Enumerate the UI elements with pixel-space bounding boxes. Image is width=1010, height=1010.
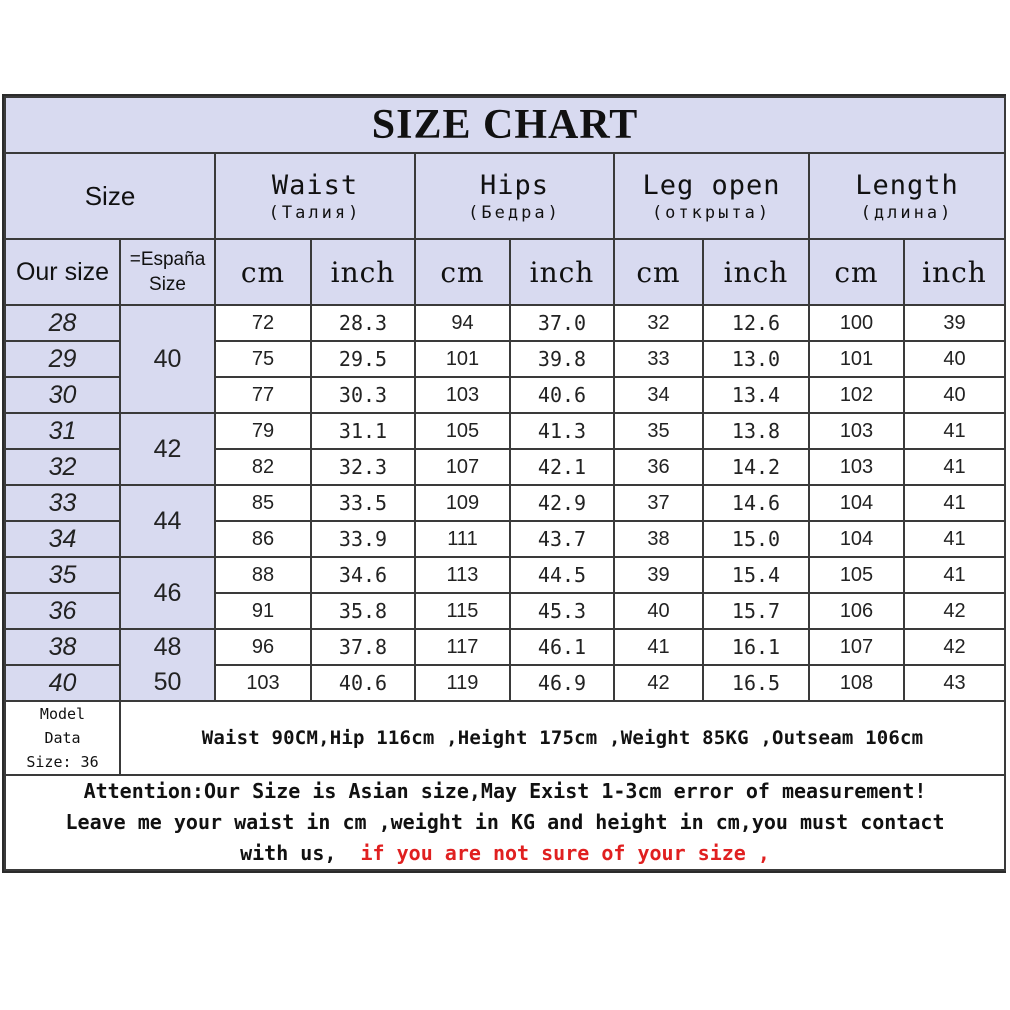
leg-inch-cell: 15.4 (703, 557, 809, 593)
length-cm-cell: 103 (809, 449, 904, 485)
waist-inch-cell: 29.5 (311, 341, 415, 377)
hips-cm-header (415, 239, 510, 305)
hips-cm-cell: 94 (415, 305, 510, 341)
waist-header (215, 153, 415, 239)
our-size-cell: 28 (5, 305, 120, 341)
our-size-cell: 34 (5, 521, 120, 557)
length-header-label: Length (855, 169, 959, 201)
size-header-label: Size (84, 180, 136, 211)
waist-header-label: Waist (271, 169, 359, 201)
hips-cm-cell: 105 (415, 413, 510, 449)
hips-inch-cell: 37.0 (510, 305, 614, 341)
unit-label: inch (330, 255, 396, 289)
length-inch-header (904, 239, 1005, 305)
leg-inch-cell: 16.5 (703, 665, 809, 701)
leg-cm-header (614, 239, 703, 305)
waist-inch-cell: 28.3 (311, 305, 415, 341)
leg-inch-cell: 13.4 (703, 377, 809, 413)
espana-size-cell: 46 (120, 557, 215, 629)
hips-inch-cell: 41.3 (510, 413, 614, 449)
hips-inch-cell: 43.7 (510, 521, 614, 557)
leg-cm-cell: 42 (614, 665, 703, 701)
espana-label-line-1: =España (129, 249, 206, 270)
unit-label: cm (240, 255, 286, 289)
model-data-label (5, 701, 120, 775)
model-label-line-2: Data (44, 729, 81, 747)
table-row (5, 557, 1005, 593)
hips-cm-cell: 117 (415, 629, 510, 665)
length-header (809, 153, 1005, 239)
attention-warning-text: if you are not sure of your size , (360, 841, 770, 865)
waist-inch-cell: 34.6 (311, 557, 415, 593)
waist-inch-cell: 37.8 (311, 629, 415, 665)
length-cm-cell: 108 (809, 665, 904, 701)
our-size-cell: 29 (5, 341, 120, 377)
leg-inch-cell: 13.8 (703, 413, 809, 449)
length-cm-cell: 106 (809, 593, 904, 629)
length-cm-cell: 103 (809, 413, 904, 449)
waist-cm-cell: 79 (215, 413, 311, 449)
espana-size-value: 50 (153, 668, 182, 696)
waist-inch-header (311, 239, 415, 305)
hips-inch-cell: 39.8 (510, 341, 614, 377)
waist-cm-cell: 103 (215, 665, 311, 701)
hips-inch-cell: 42.1 (510, 449, 614, 485)
table-row (5, 413, 1005, 449)
leg-inch-cell: 15.7 (703, 593, 809, 629)
espana-size-cell: 42 (120, 413, 215, 485)
hips-cm-cell: 119 (415, 665, 510, 701)
length-inch-cell: 40 (904, 377, 1005, 413)
leg-open-header-label: Leg open (642, 169, 781, 201)
length-cm-cell: 107 (809, 629, 904, 665)
espana-size-cell: 44 (120, 485, 215, 557)
chart-title: SIZE CHART (5, 97, 1005, 153)
hips-cm-cell: 107 (415, 449, 510, 485)
hips-cm-cell: 103 (415, 377, 510, 413)
leg-cm-cell: 39 (614, 557, 703, 593)
size-chart (2, 94, 1006, 873)
waist-cm-cell: 85 (215, 485, 311, 521)
espana-size-cell-split (120, 629, 215, 701)
hips-inch-cell: 46.1 (510, 629, 614, 665)
table-row (5, 629, 1005, 665)
model-label-line-3: Size: 36 (26, 753, 99, 771)
length-cm-cell: 100 (809, 305, 904, 341)
our-size-cell: 31 (5, 413, 120, 449)
waist-inch-cell: 32.3 (311, 449, 415, 485)
leg-cm-cell: 38 (614, 521, 703, 557)
waist-cm-cell: 91 (215, 593, 311, 629)
hips-inch-cell: 45.3 (510, 593, 614, 629)
table-row (5, 305, 1005, 341)
length-cm-cell: 104 (809, 485, 904, 521)
leg-inch-cell: 12.6 (703, 305, 809, 341)
hips-inch-cell: 40.6 (510, 377, 614, 413)
espana-size-cell: 40 (120, 305, 215, 413)
waist-cm-cell: 75 (215, 341, 311, 377)
leg-inch-cell: 14.6 (703, 485, 809, 521)
our-size-label: Our size (15, 257, 110, 286)
hips-cm-cell: 109 (415, 485, 510, 521)
attention-line-3-text: with us, (240, 841, 337, 865)
espana-size-value: 48 (153, 633, 182, 661)
leg-cm-cell: 41 (614, 629, 703, 665)
length-cm-header (809, 239, 904, 305)
waist-cm-cell: 96 (215, 629, 311, 665)
waist-cm-cell: 86 (215, 521, 311, 557)
waist-cm-cell: 88 (215, 557, 311, 593)
leg-inch-cell: 15.0 (703, 521, 809, 557)
length-cm-cell: 104 (809, 521, 904, 557)
length-cm-cell: 101 (809, 341, 904, 377)
our-size-cell: 33 (5, 485, 120, 521)
length-inch-cell: 42 (904, 593, 1005, 629)
leg-cm-cell: 34 (614, 377, 703, 413)
length-inch-cell: 41 (904, 449, 1005, 485)
unit-label: inch (723, 255, 789, 289)
hips-cm-cell: 113 (415, 557, 510, 593)
attention-line-3 (6, 838, 1004, 869)
leg-cm-cell: 37 (614, 485, 703, 521)
length-cm-cell: 105 (809, 557, 904, 593)
waist-inch-cell: 30.3 (311, 377, 415, 413)
leg-cm-cell: 36 (614, 449, 703, 485)
table-row (5, 485, 1005, 521)
leg-cm-cell: 33 (614, 341, 703, 377)
waist-inch-cell: 33.9 (311, 521, 415, 557)
hips-inch-header (510, 239, 614, 305)
length-inch-cell: 41 (904, 413, 1005, 449)
our-size-cell: 30 (5, 377, 120, 413)
unit-label: inch (922, 255, 987, 289)
waist-cm-cell: 77 (215, 377, 311, 413)
espana-size-header (120, 239, 215, 305)
unit-label: cm (636, 255, 681, 289)
attention-note (5, 775, 1005, 870)
leg-open-header-sub: (открыта) (651, 202, 772, 223)
hips-cm-cell: 101 (415, 341, 510, 377)
unit-label: cm (834, 255, 879, 289)
length-inch-cell: 41 (904, 485, 1005, 521)
attention-line-1: Attention:Our Size is Asian size,May Exist 1-3cm error of measurement! (83, 779, 927, 803)
hips-inch-cell: 46.9 (510, 665, 614, 701)
our-size-cell: 40 (5, 665, 120, 701)
leg-inch-header (703, 239, 809, 305)
espana-label-line-2: Size (149, 274, 186, 295)
leg-cm-cell: 35 (614, 413, 703, 449)
length-inch-cell: 42 (904, 629, 1005, 665)
leg-open-header (614, 153, 809, 239)
waist-inch-cell: 40.6 (311, 665, 415, 701)
leg-cm-cell: 40 (614, 593, 703, 629)
length-inch-cell: 40 (904, 341, 1005, 377)
hips-header-sub: (Бедра) (468, 202, 561, 223)
waist-inch-cell: 33.5 (311, 485, 415, 521)
hips-header-label: Hips (479, 169, 550, 201)
unit-label: inch (529, 255, 595, 289)
hips-cm-cell: 115 (415, 593, 510, 629)
length-inch-cell: 43 (904, 665, 1005, 701)
size-table (4, 96, 1006, 871)
length-header-sub: (длина) (860, 202, 954, 223)
waist-cm-cell: 72 (215, 305, 311, 341)
model-label-line-1: Model (39, 705, 86, 723)
length-cm-cell: 102 (809, 377, 904, 413)
leg-cm-cell: 32 (614, 305, 703, 341)
length-inch-cell: 39 (904, 305, 1005, 341)
our-size-cell: 38 (5, 629, 120, 665)
our-size-cell: 32 (5, 449, 120, 485)
waist-cm-header (215, 239, 311, 305)
our-size-cell: 36 (5, 593, 120, 629)
model-data-text: Waist 90CM,Hip 116cm ,Height 175cm ,Weight 85KG ,Outseam 106cm (120, 701, 1005, 775)
leg-inch-cell: 14.2 (703, 449, 809, 485)
leg-inch-cell: 13.0 (703, 341, 809, 377)
our-size-header (5, 239, 120, 305)
hips-header (415, 153, 614, 239)
attention-line-2: Leave me your waist in cm ,weight in KG and height in cm,you must contact (65, 810, 945, 834)
unit-label: cm (440, 255, 485, 289)
waist-header-sub: (Талия) (268, 202, 362, 223)
waist-inch-cell: 35.8 (311, 593, 415, 629)
size-header (5, 153, 215, 239)
hips-inch-cell: 42.9 (510, 485, 614, 521)
length-inch-cell: 41 (904, 521, 1005, 557)
hips-inch-cell: 44.5 (510, 557, 614, 593)
waist-inch-cell: 31.1 (311, 413, 415, 449)
our-size-cell: 35 (5, 557, 120, 593)
waist-cm-cell: 82 (215, 449, 311, 485)
hips-cm-cell: 111 (415, 521, 510, 557)
leg-inch-cell: 16.1 (703, 629, 809, 665)
length-inch-cell: 41 (904, 557, 1005, 593)
